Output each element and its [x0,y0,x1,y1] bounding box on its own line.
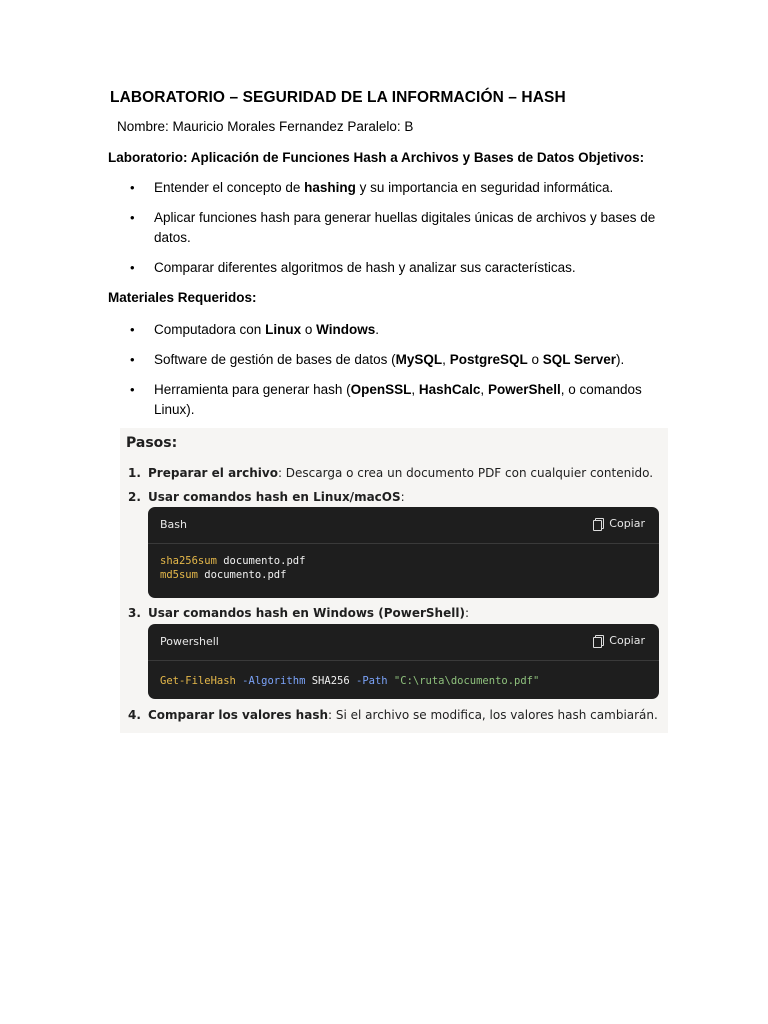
code-language-label: Powershell [160,635,219,648]
bullet-icon: • [130,210,135,225]
step-item: 3. Usar comandos hash en Windows (PowerShell): [128,606,469,620]
list-item: • Software de gestión de bases de datos (MySQL, PostgreSQL o SQL Server). [108,350,668,370]
author-line: Nombre: Mauricio Morales Fernandez Paralelo: B [117,119,414,134]
steps-title: Pasos: [126,435,178,451]
objectives-list [108,178,668,288]
bullet-icon: • [130,322,135,337]
materials-heading: Materiales Requeridos: [108,290,257,305]
code-header [148,507,659,544]
copy-icon [593,635,603,646]
list-item: • Aplicar funciones hash para generar huellas digitales únicas de archivos y bases de datos. [130,210,656,245]
step-item: 4. Comparar los valores hash: Si el archivo se modifica, los valores hash cambiarán. [128,708,658,722]
step-item: 2. Usar comandos hash en Linux/macOS: [128,490,405,504]
objectives-heading: Laboratorio: Aplicación de Funciones Hash a Archivos y Bases de Datos Objetivos: [108,150,645,165]
bullet-icon: • [130,180,135,195]
list-item: • Comparar diferentes algoritmos de hash y analizar sus características. [108,258,668,278]
code-body [148,544,659,592]
code-body [148,661,659,698]
materials-list [108,320,668,430]
code-language-label: Bash [160,518,187,531]
page-title: LABORATORIO – SEGURIDAD DE LA INFORMACIÓN – HASH [110,89,566,106]
list-item: • Computadora con Linux o Windows. [108,320,668,340]
bullet-icon: • [130,382,135,397]
bullet-icon: • [130,352,135,367]
code-line: md5sum documento.pdf [160,569,287,581]
copy-button[interactable]: Copiar [593,517,645,530]
code-header [148,624,659,661]
list-item: • Entender el concepto de hashing y su importancia en seguridad informática. [108,178,668,198]
bullet-icon: • [130,260,135,275]
step-item: 1. Preparar el archivo: Descarga o crea un documento PDF con cualquier contenido. [128,466,654,480]
list-item: • Herramienta para generar hash (OpenSSL, HashCalc, PowerShell, o comandos Linux). [130,382,642,417]
code-line: sha256sum documento.pdf [160,555,306,567]
bash-code-block [148,507,659,598]
powershell-code-block [148,624,659,699]
copy-icon [593,518,603,529]
embedded-screenshot [120,428,668,733]
code-line: Get-FileHash -Algorithm SHA256 -Path "C:\ruta\documento.pdf" [160,675,540,687]
copy-button[interactable]: Copiar [593,634,645,647]
